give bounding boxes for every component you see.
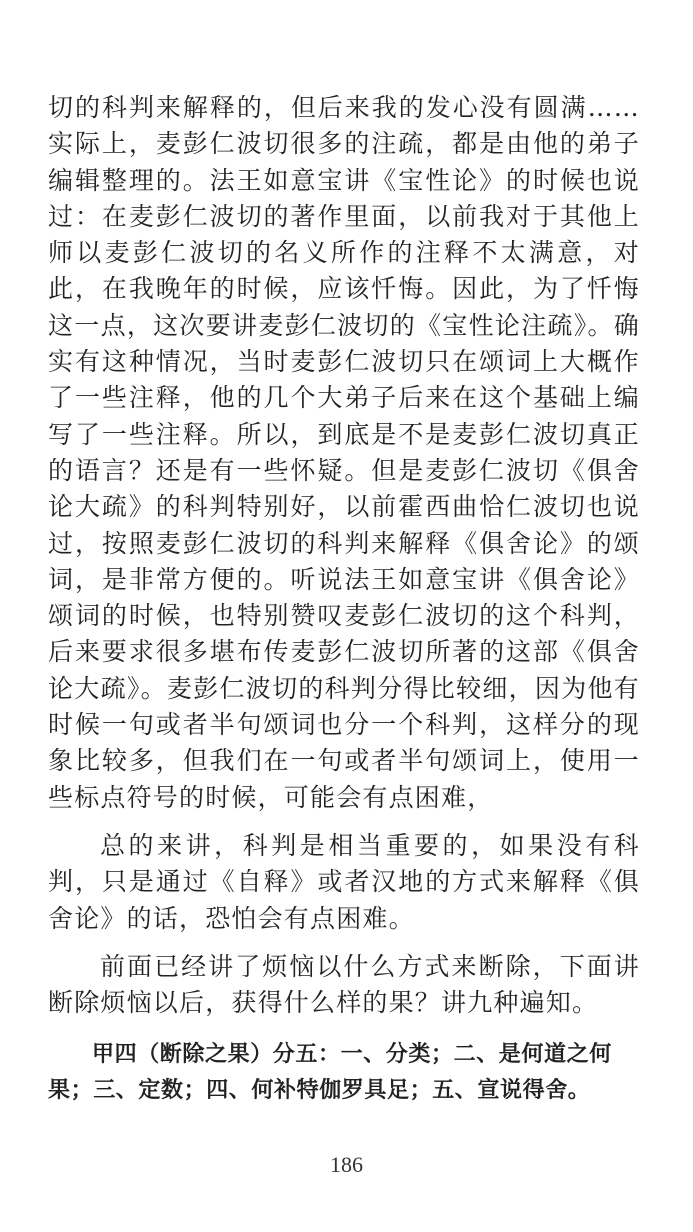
- body-paragraph-3: 前面已经讲了烦恼以什么方式来断除，下面讲断除烦恼以后，获得什么样的果？讲九种遍知。: [48, 951, 640, 1018]
- body-paragraph-1: 切的科判来解释的，但后来我的发心没有圆满……实际上，麦彭仁波切很多的注疏，都是由他的弟子编辑整理的。法王如意宝讲《宝性论》的时候也说过：在麦彭仁波切的著作里面，以前我对于其他上师以麦彭仁波切的名义所作的注释不太满意，对此，在我晚年的时候，应该忏悔。因此，为了忏悔这一点，这次要讲麦彭仁波切的《宝性论注疏》。确实有这种情况，当时麦彭仁波切只在颂词上大概作了一些注释，他的几个大弟子后来在这个基础上编写了一些注释。所以，到底是不是麦彭仁波切真正的语言？还是有一些怀疑。但是麦彭仁波切《俱舍论大疏》的科判特别好，以前霍西曲恰仁波切也说过，按照麦彭仁波切的科判来解释《俱舍论》的颂词，是非常方便的。听说法王如意宝讲《俱舍论》颂词的时候，也特别赞叹麦彭仁波切的这个科判，后来要求很多堪布传麦彭仁波切所著的这部《俱舍论大疏》。麦彭仁波切的科判分得比较细，因为他有时候一句或者半句颂词也分一个科判，这样分的现象比较多，但我们在一句或者半句颂词上，使用一些标点符号的时候，可能会有点困难，: [48, 93, 640, 812]
- page-number: 186: [330, 1152, 363, 1177]
- body-paragraph-2: 总的来讲，科判是相当重要的，如果没有科判，只是通过《自释》或者汉地的方式来解释《俱舍论》的话，恐怕会有点困难。: [48, 830, 640, 933]
- section-heading: 甲四（断除之果）分五：一、分类；二、是何道之何果；三、定数；四、何补特伽罗具足；五、宣说得舍。: [48, 1042, 612, 1104]
- page-body: [48, 90, 640, 1109]
